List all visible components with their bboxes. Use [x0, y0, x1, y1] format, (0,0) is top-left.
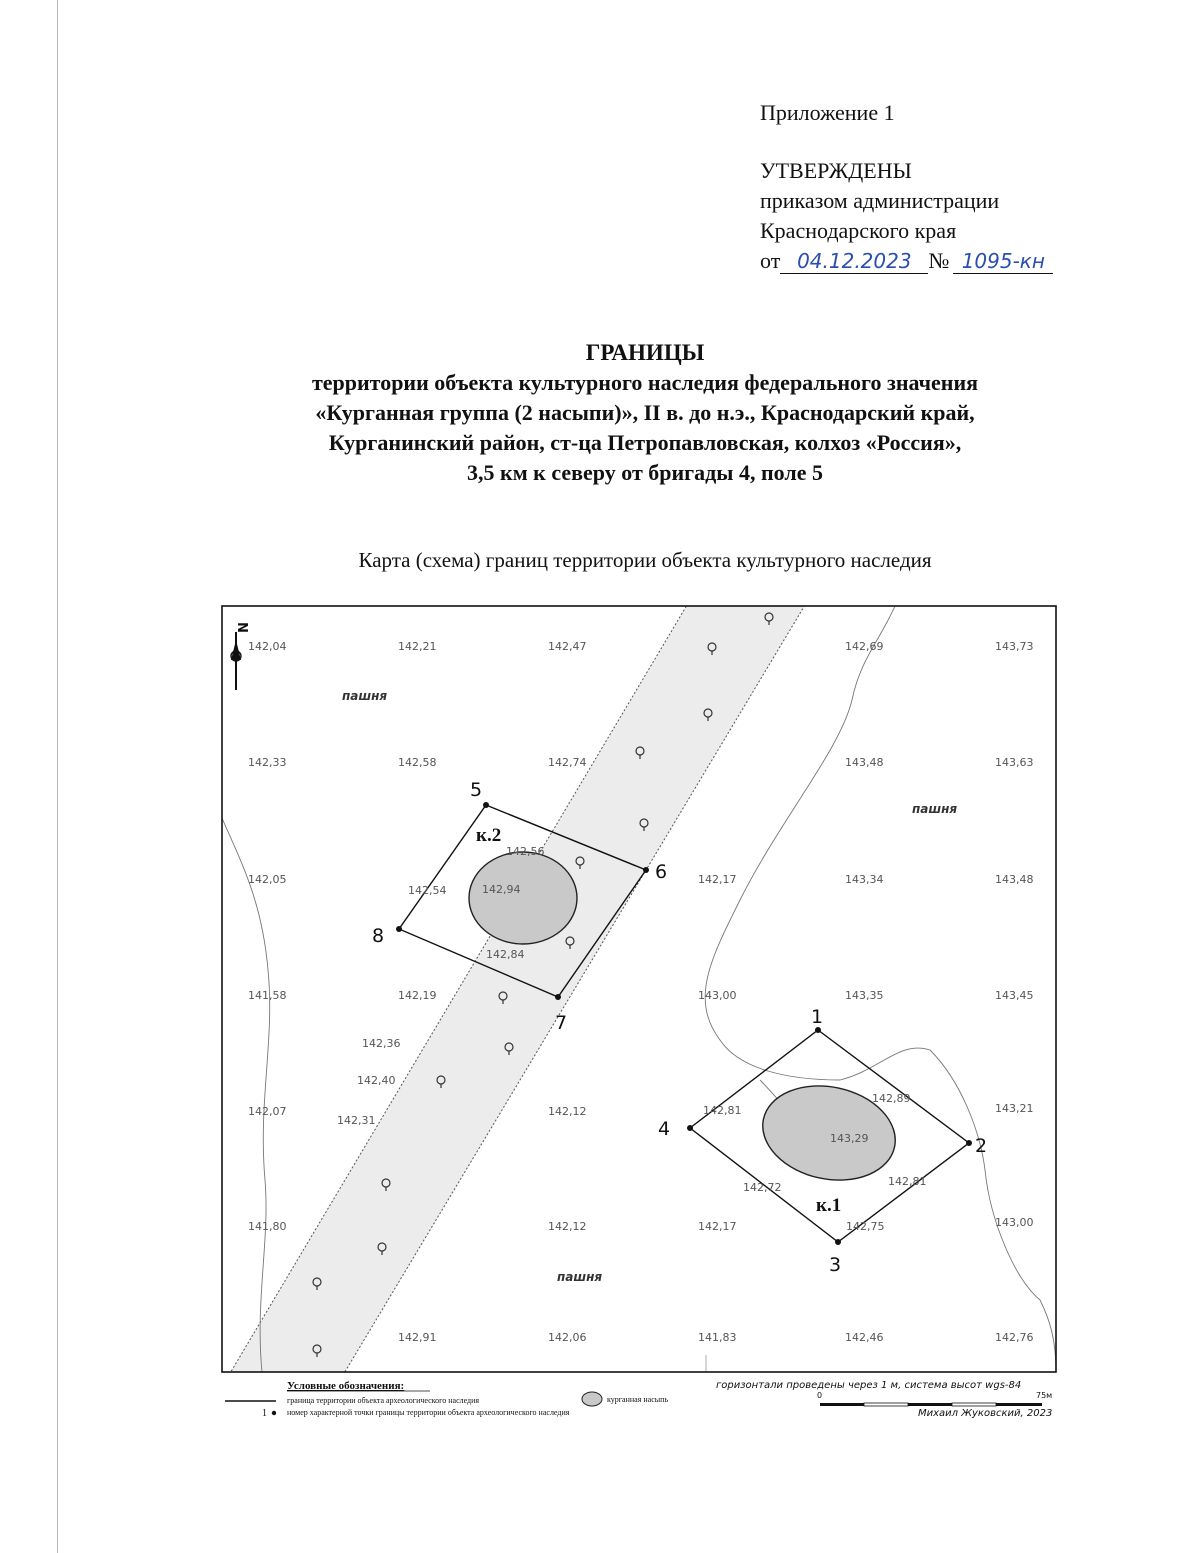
- point-number: 3: [829, 1254, 842, 1276]
- spot-height: 142,04: [248, 640, 287, 653]
- point-marker: [966, 1140, 972, 1146]
- mound-label-k1: к.1: [816, 1195, 842, 1216]
- spot-height: 142,31: [337, 1114, 376, 1127]
- spot-height: 142,58: [398, 756, 437, 769]
- mound-k2: [469, 852, 577, 944]
- legend-title: Условные обозначения:: [287, 1380, 405, 1392]
- spot-height: 142,47: [548, 640, 587, 653]
- map-caption: Карта (схема) границ территории объекта культурного наследия: [358, 548, 932, 572]
- spot-height: 141,80: [248, 1220, 287, 1233]
- spot-height: 142,46: [845, 1331, 884, 1344]
- spot-height: 142,17: [698, 873, 737, 886]
- mound-height: 142,89: [872, 1092, 911, 1105]
- point-number: 6: [655, 861, 668, 883]
- spot-height: 142,06: [548, 1331, 587, 1344]
- legend-point-sample: [272, 1411, 276, 1415]
- title-line-5: 3,5 км к северу от бригады 4, поле 5: [467, 460, 823, 485]
- mound-height: 142,56: [506, 845, 545, 858]
- spot-height: 142,05: [248, 873, 287, 886]
- order-number: 1095-кн: [953, 249, 1053, 274]
- legend-mound-sample: [582, 1392, 602, 1406]
- field-label: пашня: [557, 1270, 603, 1284]
- spot-height: 141,83: [698, 1331, 737, 1344]
- spot-height: 142,12: [548, 1220, 587, 1233]
- field-label: пашня: [342, 689, 388, 703]
- scale-end: 75м: [1036, 1391, 1053, 1400]
- map-author: Михаил Жуковский, 2023: [918, 1408, 1053, 1419]
- legend-boundary-text: граница территории объекта археологического наследия: [287, 1396, 480, 1405]
- mound-height: 142,81: [703, 1104, 742, 1117]
- date-prefix: от: [760, 248, 781, 273]
- title-line-3: «Курганная группа (2 насыпи)», II в. до н.э., Краснодарский край,: [315, 400, 975, 425]
- spot-height: 143,45: [995, 989, 1034, 1002]
- spot-height: 142,74: [548, 756, 587, 769]
- north-arrow-icon: [231, 632, 241, 690]
- spot-height: 142,07: [248, 1105, 287, 1118]
- legend-mound-text: курганная насыпь: [607, 1395, 669, 1404]
- contour-note: горизонтали проведены через 1 м, система высот wgs-84: [716, 1380, 1022, 1391]
- spot-height: 142,12: [548, 1105, 587, 1118]
- title-line-2: территории объекта культурного наследия федерального значения: [311, 370, 979, 395]
- spot-height: 142,36: [362, 1037, 401, 1050]
- legend-point-text: номер характерной точки границы территории объекта археологического наследия: [287, 1408, 570, 1417]
- spot-height: 142,17: [698, 1220, 737, 1233]
- title-line-1: ГРАНИЦЫ: [585, 340, 705, 365]
- point-number: 7: [555, 1012, 568, 1034]
- mound-height: 143,29: [830, 1132, 869, 1145]
- spot-height: 143,00: [698, 989, 737, 1002]
- mound-label-k2: к.2: [476, 825, 502, 846]
- approved-label: УТВЕРЖДЕНЫ: [760, 158, 912, 183]
- point-marker: [555, 994, 561, 1000]
- point-number: 8: [372, 925, 385, 947]
- spot-height: 142,76: [995, 1331, 1034, 1344]
- appendix-label: Приложение 1: [760, 100, 895, 125]
- point-marker: [835, 1239, 841, 1245]
- region-label: Краснодарского края: [760, 218, 957, 243]
- spot-height: 143,73: [995, 640, 1034, 653]
- point-marker: [483, 802, 489, 808]
- mound-height: 142,75: [846, 1220, 885, 1233]
- spot-height: 143,48: [845, 756, 884, 769]
- spot-height: 141,58: [248, 989, 287, 1002]
- spot-height: 143,63: [995, 756, 1034, 769]
- scale-start: 0: [817, 1391, 823, 1400]
- order-label: приказом администрации: [760, 188, 1000, 213]
- mound-height: 142,81: [888, 1175, 927, 1188]
- point-number: 5: [470, 779, 483, 801]
- spot-height: 143,48: [995, 873, 1034, 886]
- order-date: 04.12.2023: [780, 249, 928, 274]
- point-marker: [396, 926, 402, 932]
- point-marker: [643, 867, 649, 873]
- mound-height: 142,84: [486, 948, 525, 961]
- spot-height: 142,91: [398, 1331, 437, 1344]
- contour-line: [222, 818, 270, 1372]
- field-label: пашня: [912, 802, 958, 816]
- title-line-4: Курганинский район, ст-ца Петропавловская, колхоз «Россия»,: [328, 430, 962, 455]
- map-legend: [225, 1380, 668, 1419]
- spot-height: 143,00: [995, 1216, 1034, 1229]
- spot-height: 143,21: [995, 1102, 1034, 1115]
- point-number: 1: [811, 1006, 824, 1028]
- spot-height: 142,33: [248, 756, 287, 769]
- mound-height: 142,94: [482, 883, 521, 896]
- map-notes: [716, 1380, 1052, 1419]
- spot-height: 142,40: [357, 1074, 396, 1087]
- mound-height: 142,72: [743, 1181, 782, 1194]
- spot-height: 142,69: [845, 640, 884, 653]
- point-number: 2: [975, 1135, 988, 1157]
- point-marker: [687, 1125, 693, 1131]
- spot-height: 142,19: [398, 989, 437, 1002]
- scale-bar: [820, 1403, 1042, 1406]
- mound-height: 142,54: [408, 884, 447, 897]
- spot-height: 142,21: [398, 640, 437, 653]
- spot-height: 143,34: [845, 873, 884, 886]
- north-letter: N: [234, 622, 249, 633]
- legend-point-number: 1: [262, 1408, 267, 1419]
- spot-height: 143,35: [845, 989, 884, 1002]
- point-number: 4: [658, 1118, 671, 1140]
- number-prefix: №: [928, 248, 950, 273]
